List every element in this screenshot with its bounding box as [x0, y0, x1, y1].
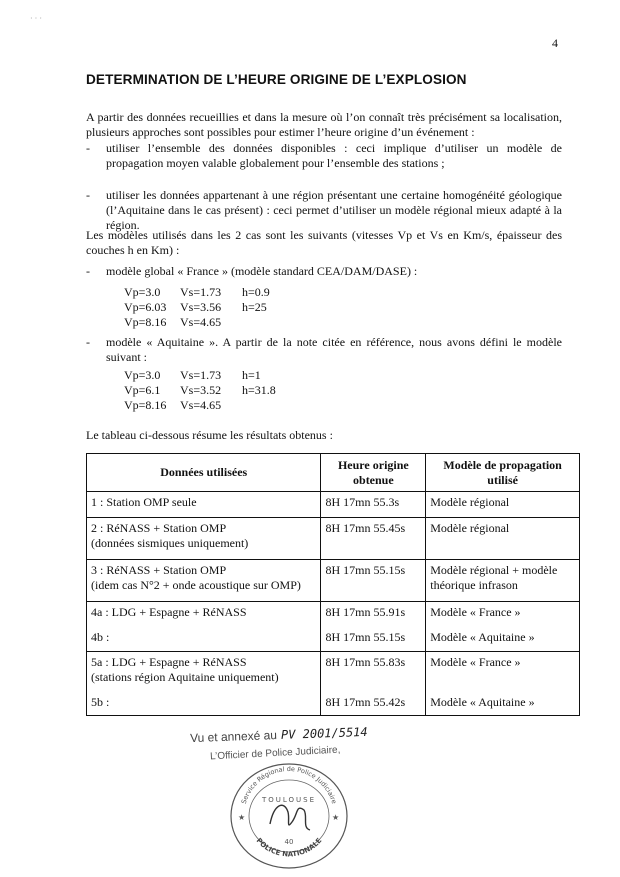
cell-model: Modèle régional [426, 518, 580, 560]
cell-time: 8H 17mn 55.3s [321, 492, 426, 518]
vp-value: Vp=8.16 [124, 315, 167, 329]
data-sublabel: (idem cas N°2 + onde acoustique sur OMP) [91, 578, 301, 592]
stamp-outer-text: Service Régional de Police Judiciaire [239, 764, 339, 805]
data-label: 4a : LDG + Espagne + RéNASS [91, 605, 247, 619]
star-icon: ★ [238, 813, 246, 822]
h-value: h=1 [242, 368, 261, 382]
police-stamp [226, 760, 352, 872]
handwritten-reference: PV 2001/5514 [280, 724, 368, 742]
cell-data [87, 518, 321, 560]
cell-model [426, 652, 580, 716]
data-label-b: 4b : [91, 630, 110, 644]
model-global-label: modèle global « France » (modèle standard CEA/DAM/DASE) : [106, 264, 418, 278]
model-b: Modèle « Aquitaine » [430, 695, 535, 709]
h-value: h=25 [242, 300, 267, 314]
cell-model: Modèle régional [426, 492, 580, 518]
data-label: 2 : RéNASS + Station OMP [91, 521, 227, 535]
results-table [86, 453, 580, 716]
cell-data [87, 602, 321, 652]
cell-time: 8H 17mn 55.15s [321, 560, 426, 602]
table-header-row [87, 454, 580, 492]
model-a: Modèle « France » [430, 655, 521, 669]
model-row [124, 285, 302, 300]
vs-value: Vs=1.73 [180, 368, 222, 382]
annotation-text: Vu et annexé au [189, 728, 278, 746]
stamp-city: TOULOUSE [261, 796, 317, 804]
time-a: 8H 17mn 55.91s [325, 605, 406, 619]
time-b: 8H 17mn 55.42s [325, 695, 406, 709]
model-row [124, 315, 302, 330]
approach-text: utiliser les données appartenant à une région présentant une certaine homogénéité géologique (l’Aquitaine dans le cas présent) : ceci permet d’utiliser un modèle régional mieux adapté à la région. [106, 188, 562, 232]
h-value [242, 398, 302, 413]
model-global-item [86, 264, 562, 279]
cell-data [87, 492, 321, 518]
officer-caption: L’Officier de Police Judiciaire, [209, 744, 341, 763]
cell-model [426, 602, 580, 652]
vs-value: Vs=3.52 [180, 383, 222, 397]
signature-scribble [270, 805, 310, 830]
cell-data [87, 560, 321, 602]
vp-value: Vp=3.0 [124, 368, 161, 382]
data-label: 1 : Station OMP seule [91, 495, 197, 509]
scan-marks: · · · [30, 14, 42, 23]
vs-value: Vs=4.65 [180, 315, 222, 329]
bullet-dash: - [86, 141, 90, 155]
table-row [87, 492, 580, 518]
vs-value: Vs=1.73 [180, 285, 222, 299]
stamp-number: 40 [284, 838, 294, 846]
page-title: DETERMINATION DE L’HEURE ORIGINE DE L’EXPLOSION [86, 72, 467, 87]
cell-time: 8H 17mn 55.45s [321, 518, 426, 560]
column-header: Modèle de propagation utilisé [426, 454, 580, 492]
table-row [87, 652, 580, 716]
models-intro-paragraph: Les modèles utilisés dans les 2 cas sont les suivants (vitesses Vp et Vs en Km/s, épaisseur des couches h en Km) : [86, 228, 562, 257]
data-label-b: 5b : [91, 695, 110, 709]
bullet-dash: - [86, 264, 90, 278]
model-global-table [124, 285, 302, 330]
data-sublabel: (données sismiques uniquement) [91, 536, 249, 550]
table-row [87, 560, 580, 602]
page-number: 4 [552, 36, 558, 50]
column-header: Données utilisées [87, 454, 321, 492]
vp-value: Vp=6.1 [124, 383, 161, 397]
annotation-line [190, 725, 368, 745]
vp-value: Vp=8.16 [124, 398, 167, 412]
h-value: h=0.9 [242, 285, 270, 299]
table-intro: Le tableau ci-dessous résume les résultats obtenus : [86, 428, 333, 442]
vp-value: Vp=3.0 [124, 285, 161, 299]
approach-text: utiliser l’ensemble des données disponibles : ceci implique d’utiliser un modèle de propagation moyen valable globalement pour l’ensemble des stations ; [106, 141, 562, 170]
h-value: h=31.8 [242, 383, 276, 397]
time-b: 8H 17mn 55.15s [325, 630, 406, 644]
time-a: 8H 17mn 55.83s [325, 655, 406, 669]
data-label: 5a : LDG + Espagne + RéNASS [91, 655, 247, 669]
cell-time [321, 652, 426, 716]
data-label: 3 : RéNASS + Station OMP [91, 563, 227, 577]
model-regional-label: modèle « Aquitaine ». A partir de la note citée en référence, nous avons défini le modèle suivant : [106, 335, 562, 364]
data-sublabel: (stations région Aquitaine uniquement) [91, 670, 279, 684]
column-header: Heure origine obtenue [321, 454, 426, 492]
h-value [242, 315, 302, 330]
bullet-dash: - [86, 335, 90, 349]
model-b: Modèle « Aquitaine » [430, 630, 535, 644]
intro-paragraph: A partir des données recueillies et dans la mesure où l’on connaît très précisément sa localisation, plusieurs approches sont possibles pour estimer l’heure origine d’un événement : [86, 110, 562, 139]
model-a: Modèle « France » [430, 605, 521, 619]
approach-item [86, 188, 562, 233]
star-icon: ★ [332, 813, 340, 822]
stamp-bottom-text: POLICE NATIONALE [254, 836, 324, 859]
model-row [124, 368, 302, 383]
model-row [124, 383, 302, 398]
cell-time [321, 602, 426, 652]
cell-data [87, 652, 321, 716]
model-regional-table [124, 368, 302, 413]
vs-value: Vs=3.56 [180, 300, 222, 314]
table-row [87, 518, 580, 560]
approach-item [86, 141, 562, 171]
model-regional-item [86, 335, 562, 365]
vp-value: Vp=6.03 [124, 300, 167, 314]
bullet-dash: - [86, 188, 90, 202]
model-row [124, 398, 302, 413]
vs-value: Vs=4.65 [180, 398, 222, 412]
model-row [124, 300, 302, 315]
cell-model: Modèle régional + modèle théorique infrason [426, 560, 580, 602]
table-row [87, 602, 580, 652]
